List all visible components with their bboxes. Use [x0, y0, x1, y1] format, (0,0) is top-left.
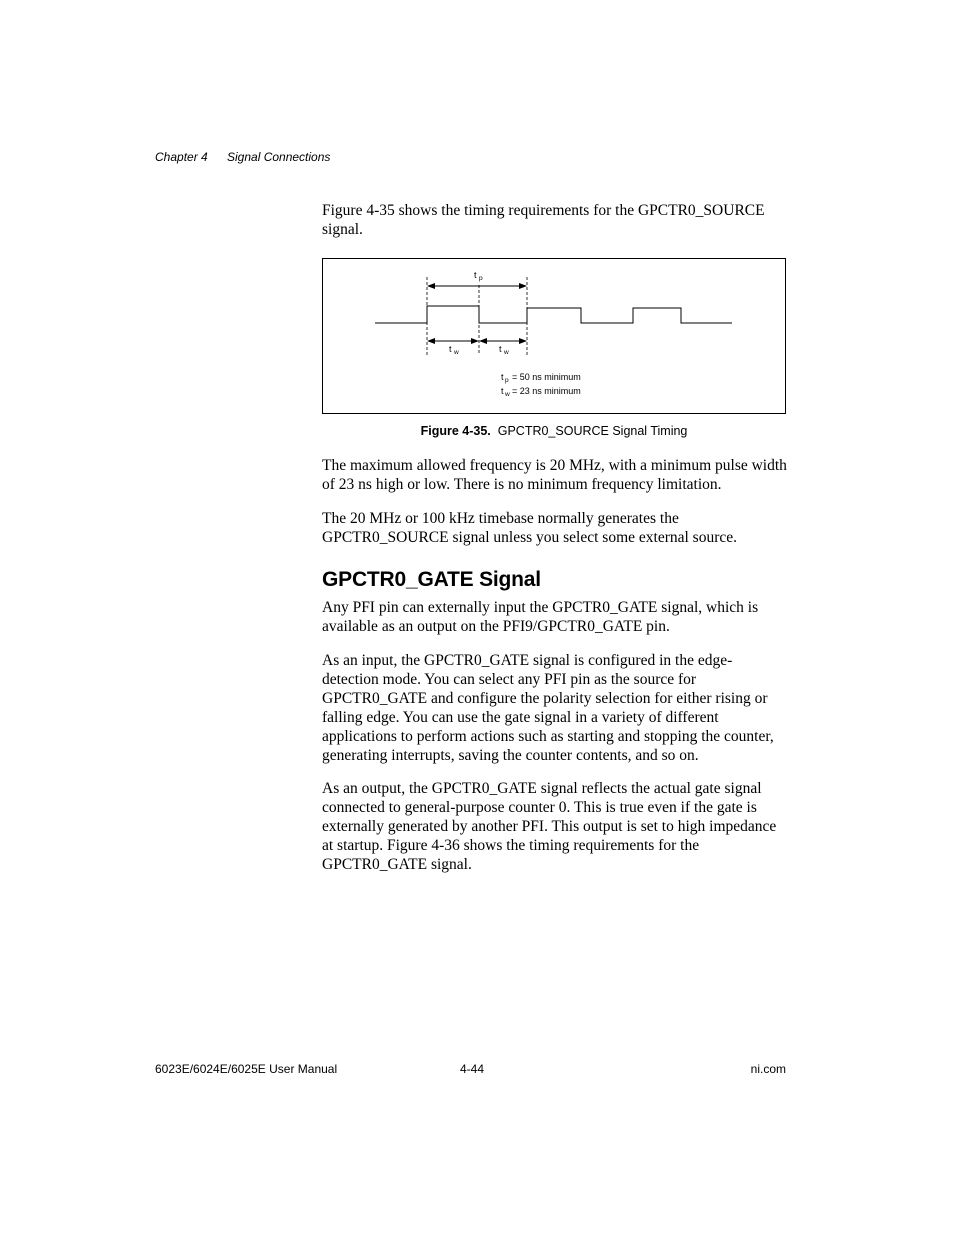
legend-tw-sub: w — [505, 391, 510, 398]
section-label: Signal Connections — [227, 150, 331, 164]
max-frequency-paragraph: The maximum allowed frequency is 20 MHz, with a minimum pulse width of 23 ns high or low. There is no minimum frequency limitation. — [322, 457, 787, 493]
gate-intro-paragraph: Any PFI pin can externally input the GPCTR0_GATE signal, which is available as an output on the PFI9/GPCTR0_GATE pin. — [322, 599, 759, 635]
running-header — [155, 150, 330, 164]
footer-manual-title: 6023E/6024E/6025E User Manual — [155, 1062, 338, 1076]
tw-label-1-sub: w — [454, 349, 459, 356]
tw-arrow-2-head-left — [479, 338, 487, 344]
timebase-paragraph: The 20 MHz or 100 kHz timebase normally generates the GPCTR0_SOURCE signal unless you select some external source. — [322, 510, 738, 546]
gate-output-paragraph: As an output, the GPCTR0_GATE signal reflects the actual gate signal connected to general-purpose counter 0. This is true even if the gate is externally generated by another PFI. This output is set to high impedance at startup. Figure 4-36 shows the timing requirements for the GPCTR0_GATE signal. — [322, 780, 777, 873]
source-waveform — [375, 306, 732, 323]
timing-diagram-svg — [323, 259, 785, 413]
legend-tw-symbol: t — [501, 386, 504, 396]
legend-tp-sub: p — [505, 377, 509, 384]
tw-arrow-2-head-right — [519, 338, 527, 344]
tw-label-1: t — [449, 344, 452, 354]
section-heading: GPCTR0_GATE Signal — [322, 568, 541, 591]
intro-paragraph: Figure 4-35 shows the timing requirements for the GPCTR0_SOURCE signal. — [322, 202, 765, 238]
tp-arrow-head-left — [427, 283, 435, 289]
footer-page-number: 4-44 — [460, 1062, 485, 1076]
tw-label-2-sub: w — [504, 349, 509, 356]
legend-tw-value: = 23 ns minimum — [512, 386, 581, 396]
tw-label-2: t — [499, 344, 502, 354]
legend-tp-symbol: t — [501, 372, 504, 382]
figure-title: GPCTR0_SOURCE Signal Timing — [497, 424, 688, 438]
tp-label-sub: p — [479, 275, 483, 282]
footer-website: ni.com — [750, 1062, 786, 1076]
timing-diagram — [322, 258, 786, 414]
legend-tp-value: = 50 ns minimum — [512, 372, 581, 382]
tp-label: t — [474, 270, 477, 280]
figure-caption — [322, 424, 786, 438]
tw-arrow-1-head-left — [427, 338, 435, 344]
gate-input-paragraph: As an input, the GPCTR0_GATE signal is configured in the edge-detection mode. You can select any PFI pin as the source for GPCTR0_GATE and configure the polarity selection for either rising or falling edge. You can use the gate signal in a variety of different applications to perform actions such as starting and stopping the counter, generating interrupts, saving the counter contents, and so on. — [322, 652, 774, 764]
tp-arrow-head-right — [519, 283, 527, 289]
figure-number: Figure 4-35. — [420, 424, 491, 438]
tw-arrow-1-head-right — [471, 338, 479, 344]
chapter-label: Chapter 4 — [155, 150, 208, 164]
